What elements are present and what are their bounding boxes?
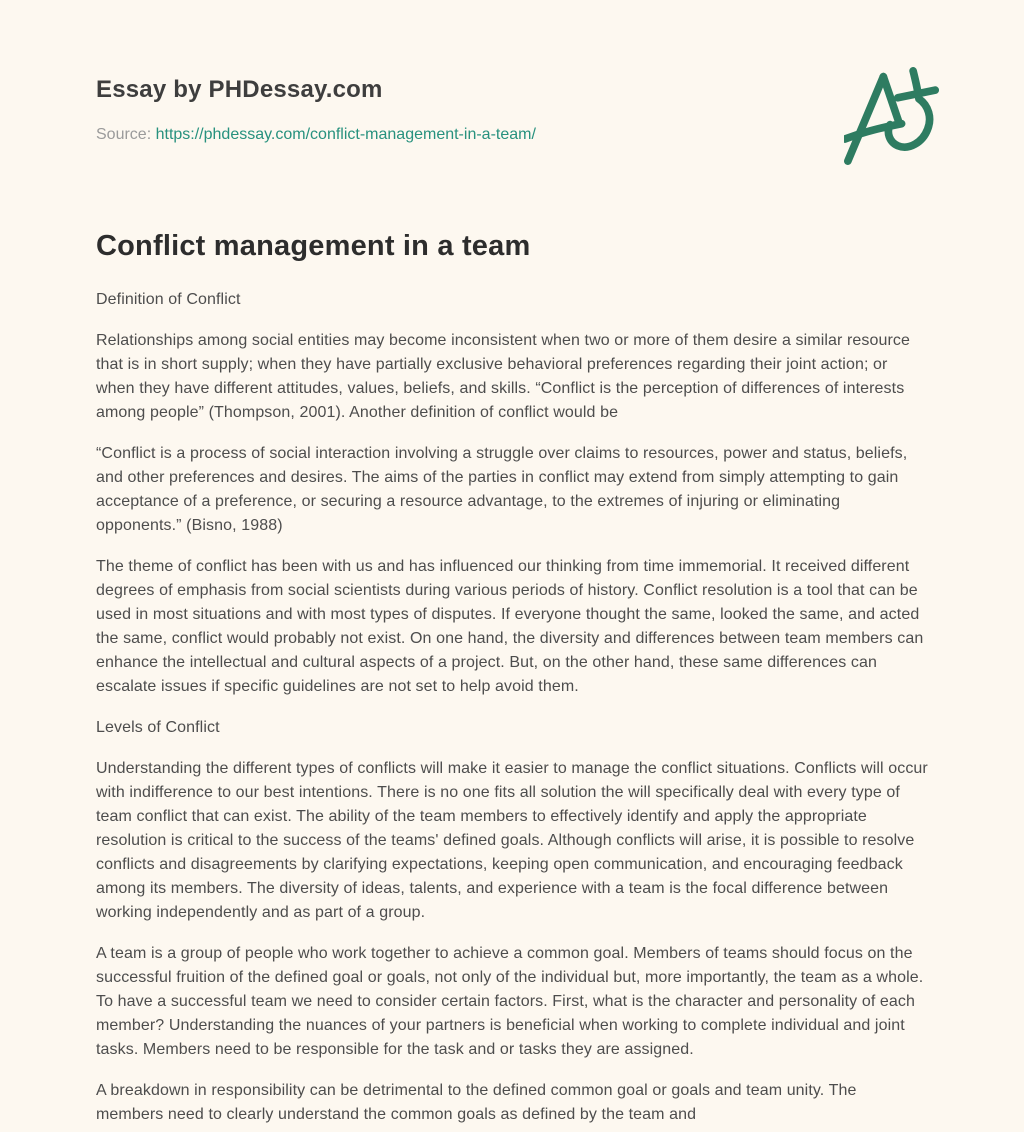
paragraph: Relationships among social entities may become inconsistent when two or more of them desire a similar resource that is in short supply; when they have partially exclusive behavioral preferences regarding their joint action; or when they have different attitudes, values, beliefs, and skills. “Conflict is the perception of differences of interests among people” (Thompson, 2001). Another definition of conflict would be <box>96 332 911 421</box>
section-heading-definition-of-conflict: Definition of Conflict <box>96 291 241 308</box>
paragraph: A team is a group of people who work together to achieve a common goal. Members of teams should focus on the successful fruition of the defined goal or goals, not only of the individual but, more importantly, the team as a whole. To have a successful team we need to consider certain factors. First, what is the character and personality of each member? Understanding the nuances of your partners is beneficial when working to complete individual and joint tasks. Members need to be responsible for the task and or tasks they are assigned. <box>96 945 924 1058</box>
phdessay-a-plus-logo-icon <box>844 66 940 166</box>
source-line <box>96 124 928 146</box>
paragraph: “Conflict is a process of social interaction involving a struggle over claims to resources, power and status, beliefs, and other preferences and desires. The aims of the parties in conflict may extend from simply attempting to gain acceptance of a preference, or securing a resource advantage, to the extremes of injuring or eliminating opponents.” (Bisno, 1988) <box>96 445 908 534</box>
essay-title: Conflict management in a team <box>96 230 531 262</box>
section-heading-levels-of-conflict: Levels of Conflict <box>96 719 220 736</box>
source-label: Source: <box>96 126 152 143</box>
paragraph: Understanding the different types of conflicts will make it easier to manage the conflict situations. Conflicts will occur with indifference to our best intentions. There is no one fits all solution the will specifically deal with every type of team conflict that can exist. The ability of the team members to effectively identify and apply the appropriate resolution is critical to the success of the teams' defined goals. Although conflicts will arise, it is possible to resolve conflicts and disagreements by clarifying expectations, keeping open communication, and encouraging feedback among its members. The diversity of ideas, talents, and experience with a team is the focal difference between working independently and as part of a group. <box>96 760 928 921</box>
source-url-link[interactable]: https://phdessay.com/conflict-management-in-a-team/ <box>155 126 536 143</box>
paragraph: The theme of conflict has been with us and has influenced our thinking from time immemorial. It received different degrees of emphasis from social scientists during various periods of history. Conflict resolution is a tool that can be used in most situations and with most types of disputes. If everyone thought the same, looked the same, and acted the same, conflict would probably not exist. On one hand, the diversity and differences between team members can enhance the intellectual and cultural aspects of a project. But, on the other hand, these same differences can escalate issues if specific guidelines are not set to help avoid them. <box>96 558 924 695</box>
page-header-title: Essay by PHDessay.com <box>96 76 383 103</box>
paragraph: A breakdown in responsibility can be detrimental to the defined common goal or goals and team unity. The members need to clearly understand the common goals as defined by the team and <box>96 1082 857 1123</box>
essay-body <box>96 288 928 1127</box>
